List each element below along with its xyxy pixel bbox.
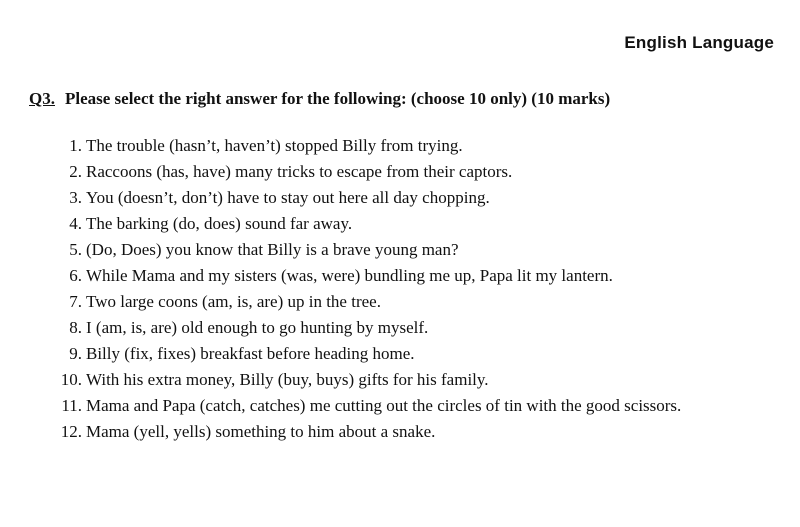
list-item: [48, 419, 681, 445]
list-item: [48, 341, 681, 367]
item-text: Billy (fix, fixes) breakfast before heading home.: [86, 344, 415, 363]
question-number: Q3.: [29, 89, 55, 108]
item-number: 9.: [69, 344, 82, 363]
item-text: The trouble (hasn’t, haven’t) stopped Billy from trying.: [86, 136, 463, 155]
item-number: 8.: [69, 318, 82, 337]
item-text: Raccoons (has, have) many tricks to escape from their captors.: [86, 162, 513, 181]
list-item: [48, 289, 681, 315]
item-text: Mama (yell, yells) something to him about a snake.: [86, 422, 436, 441]
item-number: 3.: [69, 188, 82, 207]
item-number: 4.: [69, 214, 82, 233]
subject-header: English Language: [624, 33, 774, 52]
item-number: 7.: [69, 292, 82, 311]
item-text: I (am, is, are) old enough to go hunting by myself.: [86, 318, 429, 337]
item-number: 11.: [61, 396, 82, 415]
item-text: Mama and Papa (catch, catches) me cutting out the circles of tin with the good scissors.: [86, 396, 682, 415]
item-number: 5.: [69, 240, 82, 259]
list-item: [48, 159, 681, 185]
item-text: (Do, Does) you know that Billy is a brave young man?: [86, 240, 459, 259]
item-number: 10.: [60, 370, 82, 389]
list-item: [48, 185, 681, 211]
item-number: 6.: [69, 266, 82, 285]
list-item: [48, 263, 681, 289]
list-item: [48, 237, 681, 263]
list-item: [48, 367, 681, 393]
item-number: 1.: [69, 136, 82, 155]
list-item: [48, 211, 681, 237]
question-items-list: [48, 133, 681, 445]
item-text: While Mama and my sisters (was, were) bundling me up, Papa lit my lantern.: [86, 266, 613, 285]
item-number: 2.: [69, 162, 82, 181]
item-text: The barking (do, does) sound far away.: [86, 214, 353, 233]
list-item: [48, 315, 681, 341]
item-number: 12.: [60, 422, 82, 441]
list-item: [48, 133, 681, 159]
item-text: Two large coons (am, is, are) up in the tree.: [86, 292, 381, 311]
question-heading: [29, 89, 610, 109]
list-item: [48, 393, 681, 419]
question-instruction: Please select the right answer for the following: (choose 10 only) (10 marks): [64, 89, 611, 108]
item-text: You (doesn’t, don’t) have to stay out here all day chopping.: [86, 188, 490, 207]
item-text: With his extra money, Billy (buy, buys) gifts for his family.: [86, 370, 489, 389]
